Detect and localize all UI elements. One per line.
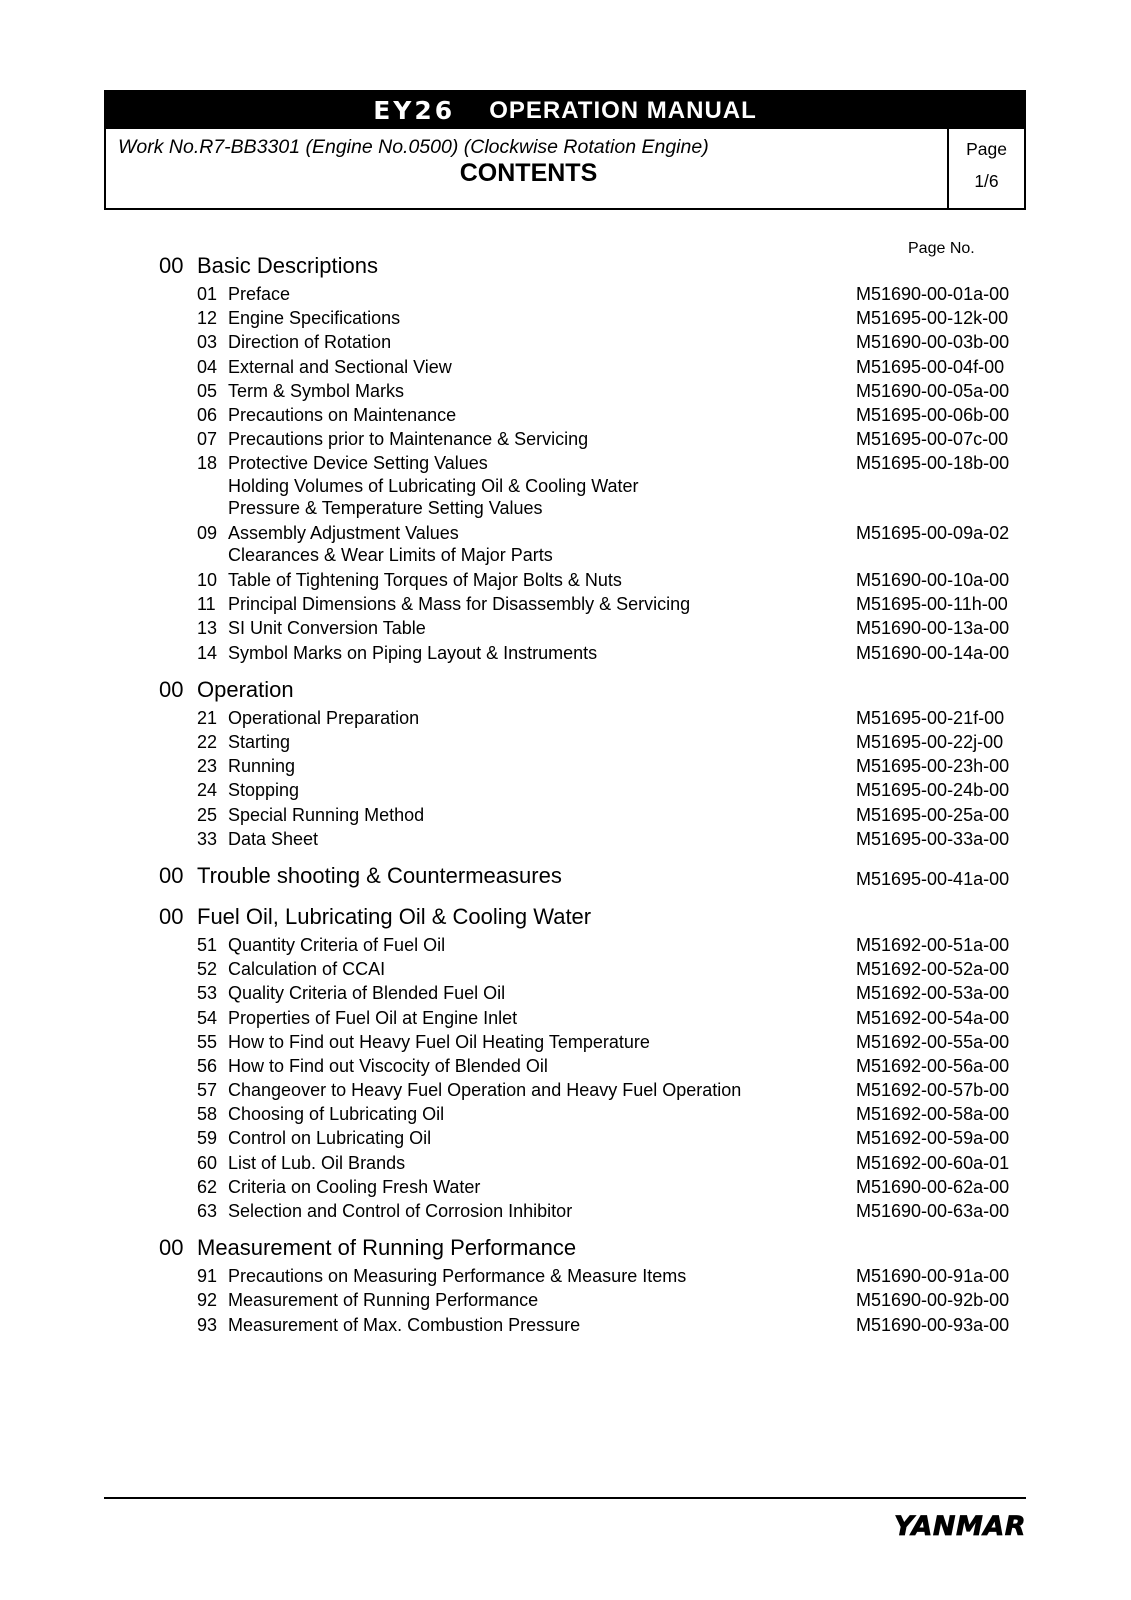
entry-title: Term & Symbol Marks: [228, 380, 405, 401]
entry-title: Changeover to Heavy Fuel Operation and Heavy Fuel Operation: [228, 1080, 742, 1101]
toc-entry: [159, 427, 1029, 451]
toc-entry: [159, 933, 1029, 957]
entry-number: 21: [197, 707, 218, 728]
entry-number: 07: [197, 429, 218, 450]
entry-number: 10: [197, 570, 218, 591]
entry-page-code: M51690-00-01a-00: [856, 284, 1010, 304]
entry-number: 14: [197, 642, 218, 663]
toc-entry-subline: [159, 498, 1029, 521]
entry-page-code: M51695-00-23h-00: [856, 756, 1010, 777]
entry-page-code: M51690-00-05a-00: [856, 380, 1010, 401]
entry-title: Data Sheet: [228, 828, 319, 849]
toc-entry: [159, 451, 1029, 475]
entry-title: How to Find out Heavy Fuel Oil Heating Temperature: [228, 1031, 650, 1052]
entry-page-code: M51690-00-63a-00: [856, 1201, 1010, 1222]
entry-title: How to Find out Viscocity of Blended Oil: [228, 1055, 548, 1076]
entry-page-code: M51692-00-57b-00: [856, 1080, 1010, 1101]
entry-page-code: M51695-00-22j-00: [856, 732, 1004, 753]
toc-entry-subline: [159, 476, 1029, 499]
toc-entry: [159, 1313, 1029, 1337]
toc-entry: [159, 521, 1029, 545]
entry-page-code: M51695-00-09a-02: [856, 523, 1010, 544]
entry-page-code: M51695-00-25a-00: [856, 804, 1010, 825]
entry-page-code: M51695-00-33a-00: [856, 828, 1010, 849]
entry-number: 11: [197, 594, 216, 615]
entry-subtitle: Clearances & Wear Limits of Major Parts: [228, 545, 553, 566]
entry-number: 56: [197, 1055, 218, 1076]
toc-entry-subline: [159, 545, 1029, 568]
entry-number: 05: [197, 380, 218, 401]
toc-entry: [159, 1151, 1029, 1175]
entry-number: 18: [197, 453, 218, 474]
section-title: Basic Descriptions: [197, 253, 378, 278]
entry-number: 06: [197, 404, 218, 425]
entry-page-code: M51692-00-51a-00: [856, 934, 1010, 955]
entry-title: Quality Criteria of Blended Fuel Oil: [228, 983, 506, 1004]
entry-number: 60: [197, 1152, 218, 1173]
entry-title: Precautions prior to Maintenance & Servicing: [228, 429, 589, 450]
entry-page-code: M51695-00-06b-00: [856, 404, 1010, 425]
page-number: 1/6: [974, 171, 999, 191]
page-box: [947, 129, 1024, 208]
entry-title: Direction of Rotation: [228, 332, 392, 353]
entry-number: 92: [197, 1290, 218, 1311]
toc-entry: [159, 1175, 1029, 1199]
entry-title: Properties of Fuel Oil at Engine Inlet: [228, 1007, 518, 1028]
toc-entry: [159, 827, 1029, 851]
entry-page-code: M51692-00-53a-00: [856, 983, 1010, 1004]
entry-page-code: M51695-00-18b-00: [856, 453, 1010, 474]
toc-entry: [159, 778, 1029, 802]
page-label: Page: [966, 139, 1007, 159]
work-number: Work No.R7-BB3301 (Engine No.0500) (Clockwise Rotation Engine): [118, 136, 709, 158]
entry-title: Quantity Criteria of Fuel Oil: [228, 934, 446, 955]
entry-number: 24: [197, 780, 218, 801]
entry-number: 58: [197, 1104, 218, 1125]
entry-page-code: M51690-00-93a-00: [856, 1314, 1010, 1335]
entry-page-code: M51692-00-56a-00: [856, 1055, 1010, 1076]
entry-number: 52: [197, 959, 218, 980]
entry-number: 22: [197, 732, 218, 753]
entry-page-code: M51692-00-54a-00: [856, 1007, 1010, 1028]
entry-title: Protective Device Setting Values: [228, 453, 488, 474]
entry-number: 09: [197, 523, 218, 544]
toc-entry: [159, 754, 1029, 778]
entry-number: 13: [197, 618, 218, 639]
entry-page-code: M51690-00-92b-00: [856, 1290, 1010, 1311]
section-title: Fuel Oil, Lubricating Oil & Cooling Water: [197, 903, 592, 929]
section-title: Operation: [197, 676, 294, 702]
section-heading: [159, 904, 1029, 933]
toc-entry: [159, 1264, 1029, 1288]
entry-page-code: M51692-00-55a-00: [856, 1031, 1010, 1052]
toc-entry: [159, 1288, 1029, 1312]
section-heading: [159, 1235, 1029, 1264]
entry-title: SI Unit Conversion Table: [228, 618, 426, 639]
entry-page-code: M51692-00-52a-00: [856, 959, 1010, 980]
entry-number: 51: [197, 934, 218, 955]
entry-title: Special Running Method: [228, 804, 425, 825]
entry-title: Selection and Control of Corrosion Inhibitor: [228, 1201, 573, 1222]
toc-entry: [159, 1126, 1029, 1150]
toc-entry: [159, 1054, 1029, 1078]
entry-number: 25: [197, 804, 218, 825]
entry-title: Stopping: [228, 780, 300, 801]
header-title-bar: [106, 92, 1024, 129]
model-name: EY26: [373, 96, 456, 125]
entry-number: 33: [197, 828, 218, 849]
footer-divider: [104, 1497, 1026, 1499]
entry-title: External and Sectional View: [228, 356, 452, 377]
entry-number: 03: [197, 332, 218, 353]
section-number: 00: [159, 862, 184, 888]
entry-title: Preface: [228, 284, 291, 304]
entry-number: 23: [197, 756, 218, 777]
yanmar-logo-text: YANMAR: [893, 1511, 1026, 1542]
toc-entry: [159, 616, 1029, 640]
entry-page-code: M51695-00-07c-00: [856, 429, 1009, 450]
entry-title: Precautions on Maintenance: [228, 404, 457, 425]
entry-title: Assembly Adjustment Values: [228, 523, 459, 544]
entry-title: Control on Lubricating Oil: [228, 1128, 432, 1149]
manual-title: OPERATION MANUAL: [489, 96, 757, 124]
toc-entry: [159, 379, 1029, 403]
entry-page-code: M51690-00-13a-00: [856, 618, 1010, 639]
entry-number: 04: [197, 356, 218, 377]
toc-entry: [159, 568, 1029, 592]
section-number: 00: [159, 676, 184, 702]
toc-entry: [159, 1078, 1029, 1102]
toc-entry: [159, 1006, 1029, 1030]
toc-entry: [159, 1199, 1029, 1223]
section-title: Trouble shooting & Countermeasures: [197, 862, 562, 888]
entry-page-code: M51695-00-04f-00: [856, 356, 1005, 377]
page-no-column-heading: Page No.: [908, 240, 975, 257]
section-heading: [159, 253, 1029, 282]
entry-title: Calculation of CCAI: [228, 959, 386, 980]
entry-title: Engine Specifications: [228, 308, 401, 329]
entry-page-code: M51695-00-24b-00: [856, 780, 1010, 801]
contents-title: CONTENTS: [459, 159, 598, 187]
entry-number: 57: [197, 1080, 218, 1101]
entry-page-code: M51695-00-11h-00: [856, 594, 1008, 615]
entry-title: Symbol Marks on Piping Layout & Instruments: [228, 642, 598, 663]
entry-page-code: M51695-00-12k-00: [856, 308, 1009, 329]
toc-entry: [159, 730, 1029, 754]
header-body: [106, 129, 1024, 208]
toc-entry: [159, 803, 1029, 827]
entry-number: 59: [197, 1128, 218, 1149]
toc-entry: [159, 706, 1029, 730]
entry-subtitle: Pressure & Temperature Setting Values: [228, 498, 543, 519]
entry-page-code: M51690-00-62a-00: [856, 1176, 1010, 1197]
entry-title: Criteria on Cooling Fresh Water: [228, 1176, 481, 1197]
toc-entry: [159, 592, 1029, 616]
entry-number: 53: [197, 983, 218, 1004]
entry-title: Starting: [228, 732, 291, 753]
entry-subtitle: Holding Volumes of Lubricating Oil & Cooling Water: [228, 475, 639, 496]
document-header: [104, 90, 1026, 210]
entry-page-code: M51692-00-58a-00: [856, 1104, 1010, 1125]
section-number: 00: [159, 253, 184, 278]
toc-entry: [159, 641, 1029, 665]
section-number: 00: [159, 1235, 184, 1261]
toc-entry: [159, 330, 1029, 354]
toc-entry: [159, 1102, 1029, 1126]
entry-title: Choosing of Lubricating Oil: [228, 1104, 445, 1125]
entry-page-code: M51692-00-60a-01: [856, 1152, 1010, 1173]
entry-page-code: M51690-00-03b-00: [856, 332, 1010, 353]
toc-entry: [159, 981, 1029, 1005]
yanmar-logo: [875, 1505, 1027, 1545]
section-heading: [159, 677, 1029, 706]
toc-entry: [159, 355, 1029, 379]
toc-entry: [159, 957, 1029, 981]
toc-entry: [159, 306, 1029, 330]
entry-number: 55: [197, 1031, 218, 1052]
entry-page-code: M51690-00-91a-00: [856, 1266, 1010, 1287]
section-title: Measurement of Running Performance: [197, 1235, 577, 1261]
entry-number: 54: [197, 1007, 218, 1028]
entry-page-code: M51690-00-10a-00: [856, 570, 1010, 591]
entry-number: 63: [197, 1201, 218, 1222]
entry-number: 01: [197, 284, 218, 304]
entry-number: 93: [197, 1314, 218, 1335]
entry-page-code: M51695-00-21f-00: [856, 707, 1005, 728]
section-page-code: M51695-00-41a-00: [856, 868, 1010, 889]
entry-title: Operational Preparation: [228, 707, 420, 728]
entry-page-code: M51692-00-59a-00: [856, 1128, 1010, 1149]
section-heading: [159, 863, 1029, 892]
entry-number: 91: [197, 1266, 218, 1287]
entry-title: Measurement of Running Performance: [228, 1290, 539, 1311]
entry-title: Principal Dimensions & Mass for Disassembly & Servicing: [228, 594, 691, 615]
entry-title: List of Lub. Oil Brands: [228, 1152, 406, 1173]
entry-title: Table of Tightening Torques of Major Bolts & Nuts: [228, 570, 622, 591]
entry-number: 12: [197, 308, 218, 329]
toc-entry: [159, 282, 1029, 306]
section-number: 00: [159, 903, 184, 929]
entry-title: Running: [228, 756, 296, 777]
entry-number: 62: [197, 1176, 218, 1197]
table-of-contents: [159, 253, 1029, 1337]
entry-title: Measurement of Max. Combustion Pressure: [228, 1314, 581, 1335]
toc-entry: [159, 403, 1029, 427]
entry-page-code: M51690-00-14a-00: [856, 642, 1010, 663]
entry-title: Precautions on Measuring Performance & Measure Items: [228, 1266, 687, 1287]
toc-entry: [159, 1030, 1029, 1054]
